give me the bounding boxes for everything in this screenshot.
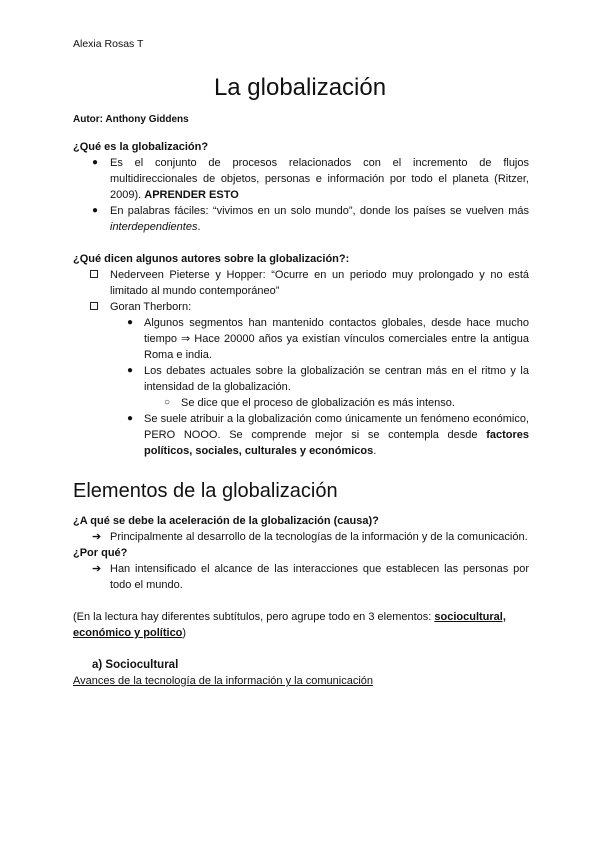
- bullet-icon: ●: [127, 413, 134, 424]
- list-item: ● En palabras fáciles: “vivimos en un solo mundo”, donde los países se vuelven más interdependientes.: [92, 205, 529, 233]
- subsection-underlined-heading: Avances de la tecnología de la información y la comunicación: [73, 675, 374, 687]
- why-list: [73, 561, 529, 593]
- bullet-icon: ●: [127, 365, 134, 376]
- author-line: Autor: Anthony Giddens: [73, 114, 189, 125]
- list-item: ○ Se dice que el proceso de globalización es más intenso.: [164, 397, 455, 409]
- arrow-icon: ➔: [92, 563, 102, 575]
- question-why: ¿Por qué?: [73, 547, 128, 559]
- authors-list: [73, 267, 529, 459]
- list-item: Goran Therborn:: [110, 299, 529, 315]
- question-authors: ¿Qué dicen algunos autores sobre la globalización?:: [73, 253, 350, 265]
- question-what-is: ¿Qué es la globalización?: [73, 141, 209, 153]
- checkbox-square-icon: [90, 270, 98, 278]
- page-title: La globalización: [213, 74, 387, 101]
- list-item: ➔ Han intensificado el alcance de las interacciones que establecen las personas por todo el mundo.: [92, 563, 529, 591]
- bullet-icon: ●: [127, 317, 134, 328]
- arrow-icon: ➔: [92, 531, 102, 543]
- cause-list: [73, 529, 529, 545]
- section-heading: Elementos de la globalización: [73, 480, 338, 502]
- student-name: Alexia Rosas T: [73, 38, 144, 50]
- circle-bullet-icon: ○: [164, 397, 171, 408]
- question-cause: ¿A qué se debe la aceleración de la globalización (causa)?: [73, 515, 379, 527]
- list-item: Nederveen Pieterse y Hopper: “Ocurre en un periodo muy prolongado y no está limitado al mundo contemporáneo”: [110, 267, 529, 299]
- definition-list: [73, 155, 529, 235]
- checkbox-square-icon: [90, 302, 98, 310]
- list-item: ● Algunos segmentos han mantenido contactos globales, desde hace mucho tiempo ⇒ Hace 20000 años ya existían vínculos comerciales entre la antigua Roma e india.: [127, 317, 529, 361]
- list-item: ● Los debates actuales sobre la globalización se centran más en el ritmo y la intensidad de la globalización.: [127, 365, 529, 393]
- document-body: [73, 112, 529, 689]
- list-item: ➔ Principalmente al desarrollo de la tecnologías de la información y de la comunicación.: [92, 531, 528, 543]
- list-item: ● Es el conjunto de procesos relacionados con el incremento de flujos multidireccionales de objetos, personas e información por todo el planeta (Ritzer, 2009). APRENDER ESTO: [92, 157, 529, 201]
- list-item: ● Se suele atribuir a la globalización como únicamente un fenómeno económico, PERO NOOO. Se comprende mejor si se contempla desde factores políticos, sociales, culturales y económicos.: [127, 413, 529, 457]
- bullet-icon: ●: [92, 205, 99, 216]
- bullet-icon: ●: [92, 157, 99, 168]
- subsection-label: a) Sociocultural: [92, 659, 179, 671]
- note-paragraph: (En la lectura hay diferentes subtítulos, pero agrupe todo en 3 elementos: sociocultural, económico y político): [73, 611, 506, 639]
